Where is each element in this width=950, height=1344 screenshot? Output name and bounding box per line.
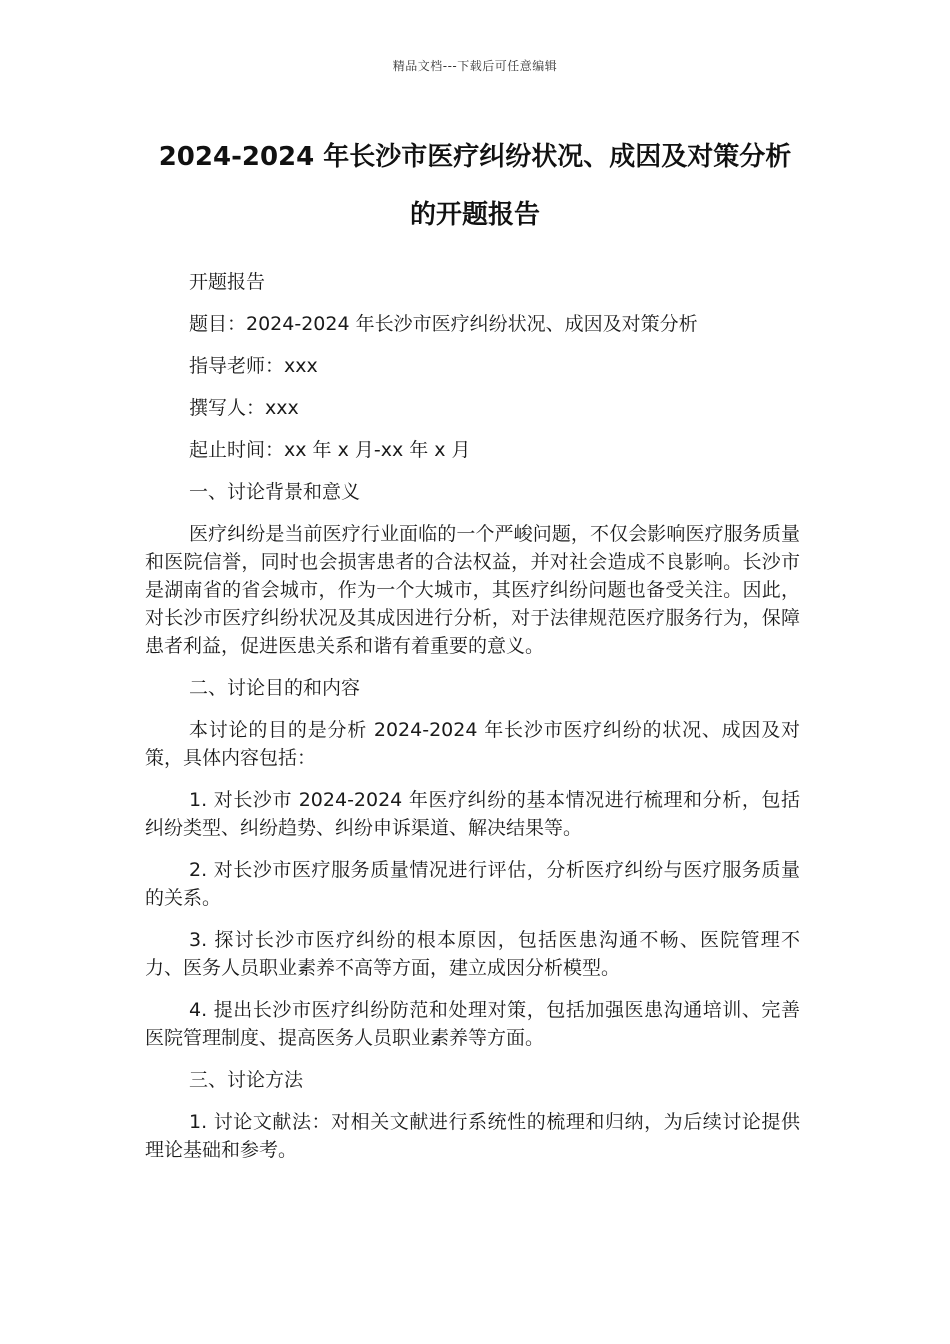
field-topic: 题目：2024-2024 年长沙市医疗纠纷状况、成因及对策分析 (189, 313, 698, 335)
document-title (120, 128, 830, 244)
field-author: 撰写人：xxx (189, 397, 299, 419)
list-item-3: 3. 探讨长沙市医疗纠纷的根本原因，包括医患沟通不畅、医院管理不力、医务人员职业素养不高等方面，建立成因分析模型。 (145, 929, 800, 979)
label-report: 开题报告 (189, 271, 266, 293)
section-heading-2: 二、讨论目的和内容 (189, 677, 361, 699)
list-item-2: 2. 对长沙市医疗服务质量情况进行评估，分析医疗纠纷与医疗服务质量的关系。 (145, 859, 800, 909)
paragraph-purpose: 本讨论的目的是分析 2024-2024 年长沙市医疗纠纷的状况、成因及对策，具体内容包括： (145, 719, 800, 769)
paragraph-background: 医疗纠纷是当前医疗行业面临的一个严峻问题，不仅会影响医疗服务质量和医院信誉，同时也会损害患者的合法权益，并对社会造成不良影响。长沙市是湖南省的省会城市，作为一个大城市，其医疗纠纷问题也备受关注。因此，对长沙市医疗纠纷状况及其成因进行分析，对于法律规范医疗服务行为，保障患者利益，促进医患关系和谐有着重要的意义。 (145, 523, 800, 657)
section-heading-1: 一、讨论背景和意义 (189, 481, 361, 503)
title-line-2: 的开题报告 (409, 200, 540, 230)
title-line-1: 2024-2024 年长沙市医疗纠纷状况、成因及对策分析 (158, 142, 792, 172)
field-advisor: 指导老师：xxx (189, 355, 318, 377)
method-item-1: 1. 讨论文献法：对相关文献进行系统性的梳理和归纳，为后续讨论提供理论基础和参考。 (145, 1111, 800, 1161)
document-body (145, 268, 800, 1178)
list-item-4: 4. 提出长沙市医疗纠纷防范和处理对策，包括加强医患沟通培训、完善医院管理制度、提高医务人员职业素养等方面。 (145, 999, 800, 1049)
list-item-1: 1. 对长沙市 2024-2024 年医疗纠纷的基本情况进行梳理和分析，包括纠纷类型、纠纷趋势、纠纷申诉渠道、解决结果等。 (145, 789, 800, 839)
section-heading-3: 三、讨论方法 (189, 1069, 304, 1091)
header-note: 精品文档---下载后可任意编辑 (392, 59, 558, 73)
field-period: 起止时间：xx 年 x 月-xx 年 x 月 (189, 439, 471, 461)
